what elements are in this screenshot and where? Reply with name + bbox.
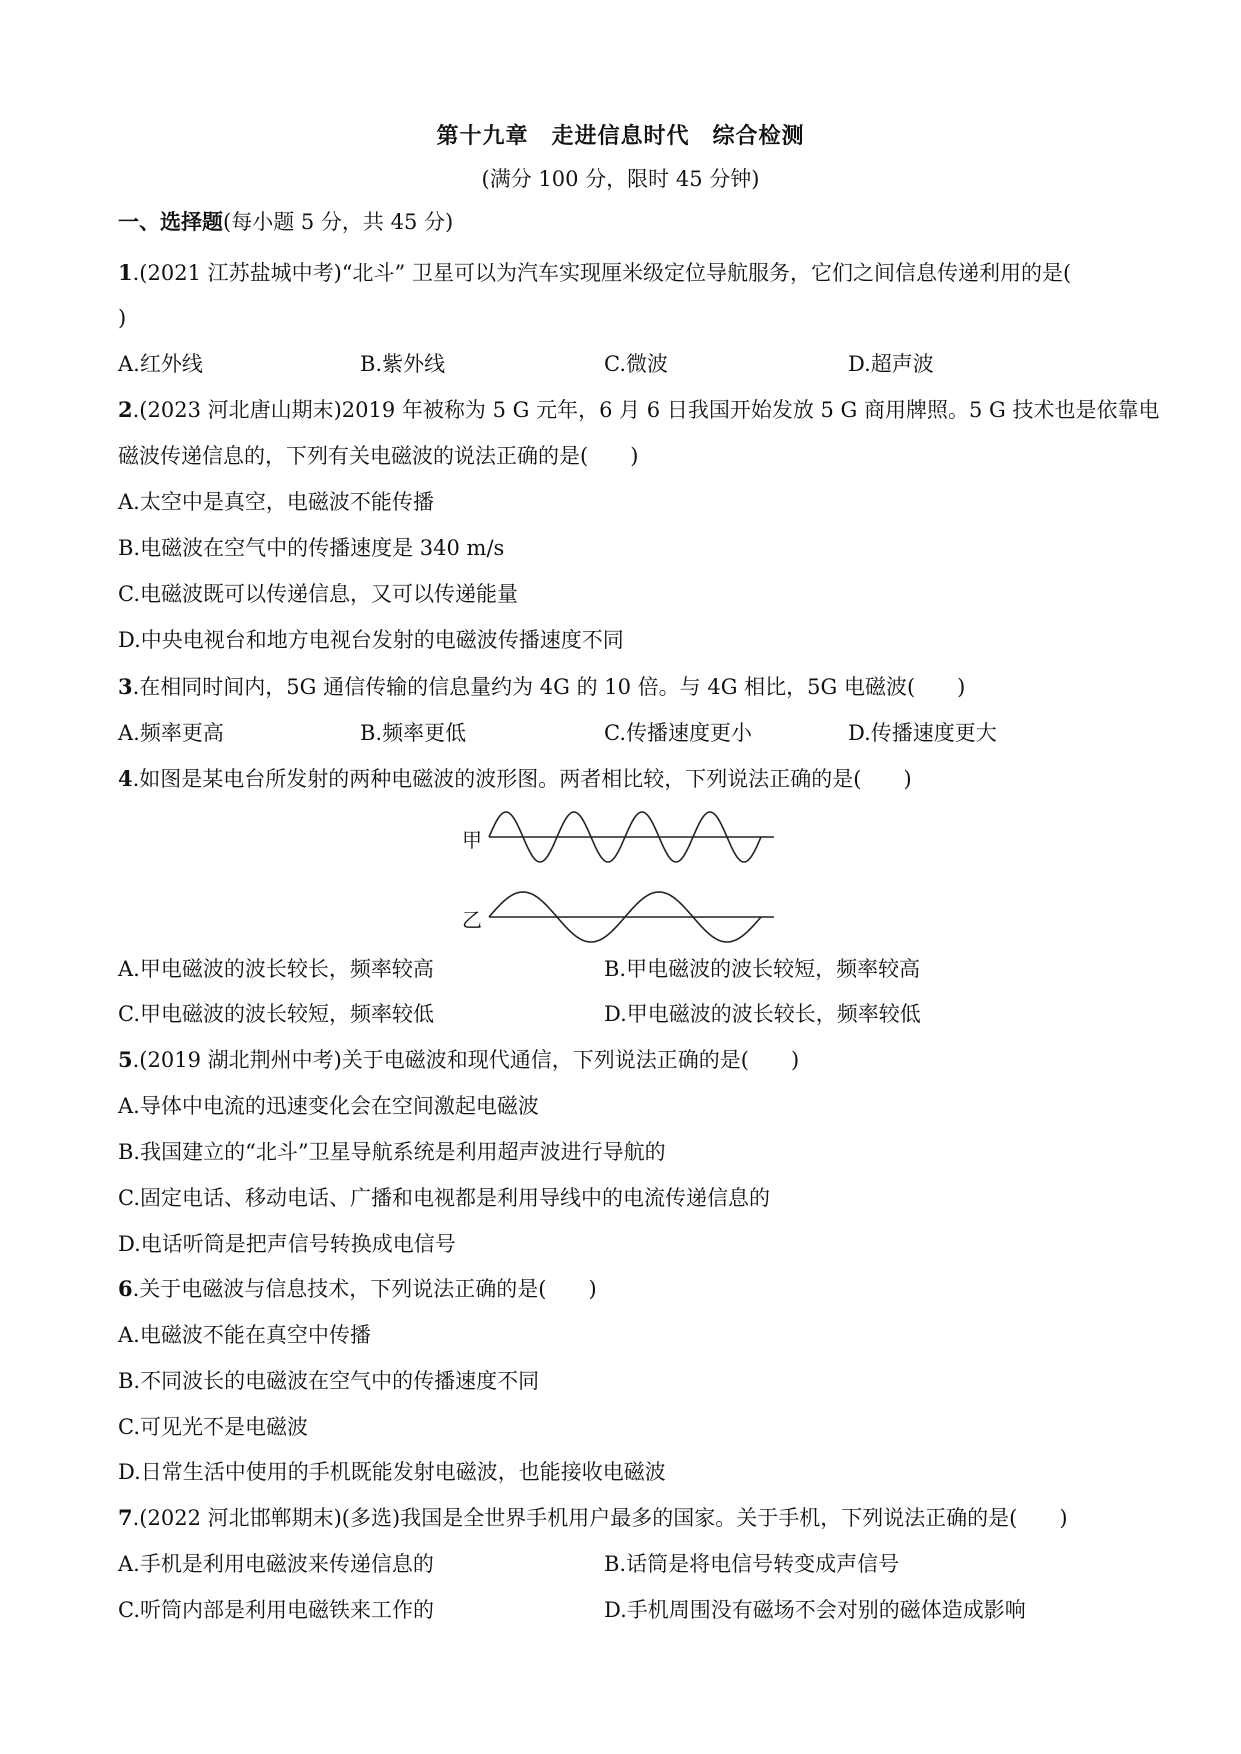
section-note: (每小题 5 分，共 45 分) bbox=[223, 210, 454, 234]
waveform-svg bbox=[462, 804, 792, 944]
option-c: C.可见光不是电磁波 bbox=[118, 1415, 308, 1439]
question-number: 5 bbox=[118, 1047, 133, 1072]
question-text: .(2022 河北邯郸期末)(多选)我国是全世界手机用户最多的国家。关于手机，下列说法正确的是( ) bbox=[132, 1506, 1068, 1530]
option-a: A.电磁波不能在真空中传播 bbox=[118, 1323, 371, 1347]
option-a: A.导体中电流的迅速变化会在空间激起电磁波 bbox=[118, 1094, 539, 1118]
option-c: C.传播速度更小 bbox=[604, 721, 752, 745]
section-heading: 一、选择题 bbox=[118, 209, 223, 234]
option-c: C.听筒内部是利用电磁铁来工作的 bbox=[118, 1598, 434, 1622]
question-6-stem bbox=[118, 1274, 1128, 1304]
question-7-stem bbox=[118, 1503, 1128, 1533]
option-d: D.日常生活中使用的手机既能发射电磁波，也能接收电磁波 bbox=[118, 1460, 666, 1484]
question-text: .关于电磁波与信息技术，下列说法正确的是( ) bbox=[132, 1277, 597, 1301]
question-text: .(2019 湖北荆州中考)关于电磁波和现代通信，下列说法正确的是( ) bbox=[132, 1048, 800, 1072]
question-text: .(2021 江苏盐城中考)“北斗” 卫星可以为汽车实现厘米级定位导航服务，它们之间信息传递利用的是( bbox=[132, 261, 1072, 285]
waveform-figure bbox=[462, 804, 792, 944]
option-d: D.超声波 bbox=[848, 352, 934, 376]
wave-label-yi: 乙 bbox=[462, 908, 482, 932]
option-b: B.紫外线 bbox=[360, 352, 446, 376]
question-2-stem-cont: 磁波传递信息的，下列有关电磁波的说法正确的是( ) bbox=[118, 444, 639, 468]
option-a: A.太空中是真空，电磁波不能传播 bbox=[118, 490, 434, 514]
wave-label-jia: 甲 bbox=[462, 828, 482, 852]
option-a: A.红外线 bbox=[118, 352, 203, 376]
option-a: A.手机是利用电磁波来传递信息的 bbox=[118, 1552, 434, 1576]
option-d: D.中央电视台和地方电视台发射的电磁波传播速度不同 bbox=[118, 628, 624, 652]
question-text: .在相同时间内，5G 通信传输的信息量约为 4G 的 10 倍。与 4G 相比，5G 电磁波( ) bbox=[132, 675, 966, 699]
question-number: 7 bbox=[118, 1505, 133, 1530]
option-a: A.频率更高 bbox=[118, 721, 224, 745]
option-b: B.我国建立的“北斗”卫星导航系统是利用超声波进行导航的 bbox=[118, 1140, 666, 1164]
question-number: 3 bbox=[118, 674, 133, 699]
question-5-stem bbox=[118, 1045, 1128, 1075]
option-c: C.固定电话、移动电话、广播和电视都是利用导线中的电流传递信息的 bbox=[118, 1186, 770, 1210]
page-title: 第十九章 走进信息时代 综合检测 bbox=[436, 123, 805, 149]
question-number: 6 bbox=[118, 1276, 133, 1301]
question-number: 1 bbox=[118, 260, 133, 285]
option-b: B.频率更低 bbox=[360, 721, 467, 745]
option-d: D.手机周围没有磁场不会对别的磁体造成影响 bbox=[604, 1598, 1026, 1622]
question-4-stem bbox=[118, 764, 1128, 794]
question-number: 2 bbox=[118, 397, 133, 422]
option-b: B.话筒是将电信号转变成声信号 bbox=[604, 1552, 900, 1576]
option-c: C.电磁波既可以传递信息，又可以传递能量 bbox=[118, 582, 518, 606]
option-b: B.甲电磁波的波长较短，频率较高 bbox=[604, 957, 921, 981]
option-b: B.电磁波在空气中的传播速度是 340 m/s bbox=[118, 536, 505, 560]
option-c: C.甲电磁波的波长较短，频率较低 bbox=[118, 1002, 434, 1026]
option-c: C.微波 bbox=[604, 352, 668, 376]
option-d: D.甲电磁波的波长较长，频率较低 bbox=[604, 1002, 921, 1026]
question-1-stem-cont: ) bbox=[118, 306, 127, 330]
question-text: .如图是某电台所发射的两种电磁波的波形图。两者相比较，下列说法正确的是( ) bbox=[132, 767, 912, 791]
question-number: 4 bbox=[118, 766, 133, 791]
question-2-stem bbox=[118, 395, 1160, 425]
question-1-stem bbox=[118, 258, 1128, 288]
option-d: D.电话听筒是把声信号转换成电信号 bbox=[118, 1232, 456, 1256]
option-a: A.甲电磁波的波长较长，频率较高 bbox=[118, 957, 434, 981]
page-subtitle: (满分 100 分，限时 45 分钟) bbox=[481, 167, 760, 191]
question-3-stem bbox=[118, 672, 1128, 702]
option-b: B.不同波长的电磁波在空气中的传播速度不同 bbox=[118, 1369, 540, 1393]
question-text: .(2023 河北唐山期末)2019 年被称为 5 G 元年，6 月 6 日我国开始发放 5 G 商用牌照。5 G 技术也是依靠电 bbox=[132, 398, 1160, 422]
section-heading-line bbox=[118, 207, 1128, 237]
option-d: D.传播速度更大 bbox=[848, 721, 997, 745]
